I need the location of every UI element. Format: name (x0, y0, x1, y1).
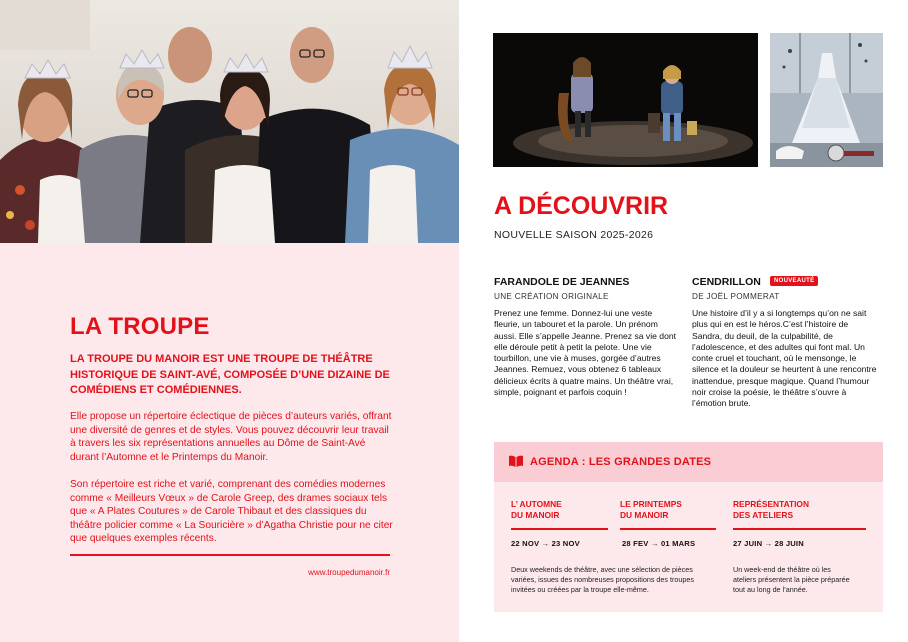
new-badge: NOUVEAUTÉ (770, 276, 818, 286)
show-title-cendrillon: CENDRILLON (692, 276, 761, 288)
agenda-name-line: LE PRINTEMPS (620, 499, 682, 509)
agenda-name-line: DU MANOIR (620, 509, 669, 520)
troupe-group-photo (0, 0, 459, 243)
show-text-cendrillon: Une histoire d’il y a si longtemps qu’on ne sait plus qui en est le héros.C’est l’histoire de Sandra, du deuil, de la culpabilité, de l’adolescence, et des adultes qui font mal. Un conte cruel et touchant, où le mensonge, le silence et la douleur se heurtent à une rencontre inattendue, presque magique. Quand l’humour noir croise la poésie, le théâtre s’ouvre à l’émotion brute. (692, 308, 877, 409)
agenda-name-line: DU MANOIR (511, 509, 560, 520)
agenda-name-line: DES ATELIERS (733, 509, 794, 520)
agenda-dates-ateliers: 27 JUIN → 28 JUIN (733, 539, 804, 548)
agenda-dates-automne: 22 NOV → 23 NOV (511, 539, 580, 548)
agenda-desc-line: Un week-end de théâtre où les (733, 565, 831, 574)
season-subtitle: NOUVELLE SAISON 2025-2026 (494, 229, 654, 241)
website-link[interactable]: www.troupedumanoir.fr (308, 568, 390, 577)
agenda-desc-line: variées, issues des nombreuses propositions des troupes (511, 575, 694, 584)
cendrillon-dress-photo (770, 33, 883, 167)
agenda-desc-automne (511, 565, 726, 595)
book-open-icon (508, 455, 524, 468)
show-text-farandole: Prenez une femme. Donnez-lui une veste fleurie, un tabouret et la parole. Un prénom aussi. Elle s’appelle Jeanne. Prenez sa vie dont elle déroule petit à petit la pelote. Une vie tourbillon, une vie à muses, gorgée d’autres Jeannes. Remuez, vous obtenez 6 tableaux délicieux écrits à quatre mains. Un théâtre vrai, simple, poignant et parfois coquin ! (494, 308, 677, 398)
troupe-paragraph-1: Elle propose un répertoire éclectique de pièces d’auteurs variés, offrant une diversité de genres et de styles. Vous pouvez découvrir leur travail à travers les six représentations annuelles au Dôme de Saint-Avé durant l’Automne et le Printemps du Manoir. (70, 411, 392, 463)
agenda-desc-line: invitées ou créées par la troupe elle-même. (511, 585, 649, 594)
agenda-desc-line: ateliers présentent la pièce préparée (733, 575, 850, 584)
farandole-stage-photo (493, 33, 758, 167)
show-subtitle-farandole: UNE CRÉATION ORIGINALE (494, 292, 609, 301)
agenda-desc-line: tout au long de l’année. (733, 585, 808, 594)
agenda-rule (511, 528, 608, 530)
agenda-name-line: L’ AUTOMNE (511, 499, 562, 509)
divider (70, 554, 390, 556)
agenda-col-printemps (620, 499, 682, 520)
agenda-name-line: REPRÉSENTATION (733, 499, 809, 509)
agenda-dates-printemps: 28 FEV → 01 MARS (622, 539, 696, 548)
decouvrir-title: A DÉCOUVRIR (494, 192, 669, 220)
agenda-title: AGENDA : LES GRANDES DATES (530, 456, 712, 468)
agenda-desc-line: Deux weekends de théâtre, avec une sélection de pièces (511, 565, 693, 574)
show-subtitle-cendrillon: DE JOËL POMMERAT (692, 292, 780, 301)
show-title-farandole: FARANDOLE DE JEANNES (494, 276, 630, 288)
agenda-rule (733, 528, 866, 530)
agenda-rule (620, 528, 716, 530)
troupe-title: LA TROUPE (70, 313, 210, 340)
agenda-col-automne (511, 499, 562, 520)
agenda-col-ateliers (733, 499, 809, 520)
troupe-paragraph-2: Son répertoire est riche et varié, comprenant des comédies modernes comme « Meilleurs Vœux » de Carole Greep, des drames sociaux tels que « A Plates Coutures » de Carole Thibaut et des classiques du théâtre policier comme « La Souricière » d’Agatha Christie pour ne citer que quelques exemples récents. (70, 479, 393, 545)
agenda-header (494, 442, 883, 482)
troupe-lead: LA TROUPE DU MANOIR EST UNE TROUPE DE THÉÂTRE HISTORIQUE DE SAINT-AVÉ, COMPOSÉE D’UNE DIZAINE DE COMÉDIENS ET COMÉDIENNES. (70, 353, 390, 396)
agenda-box (494, 442, 883, 612)
agenda-desc-ateliers (733, 565, 873, 595)
